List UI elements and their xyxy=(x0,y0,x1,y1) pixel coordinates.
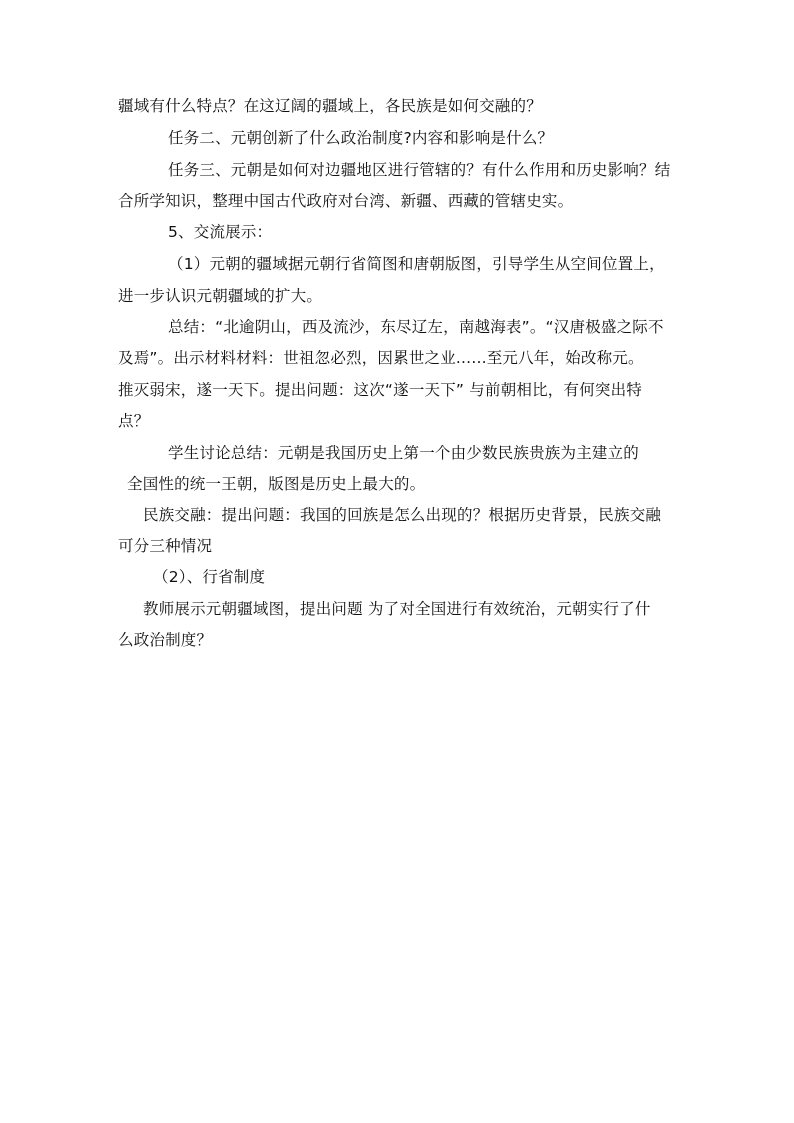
text-line: 进一步认识元朝疆域的扩大。 xyxy=(118,287,323,305)
text-line: 点？ xyxy=(118,412,150,430)
text-line: 推灭弱宋，遂一天下。提出问题：这次“遂一天下” 与前朝相比，有何突出特 xyxy=(118,381,642,399)
text-line: 任务三、元朝是如何对边疆地区进行管辖的？有什么作用和历史影响？结 xyxy=(168,161,671,179)
section-heading: 5、交流展示： xyxy=(168,223,273,241)
text-line: 任务二、元朝创新了什么政治制度?内容和影响是什么？ xyxy=(168,129,554,147)
text-line: 可分三种情况 xyxy=(118,537,213,555)
text-line: 全国性的统一王朝，版图是历史上最大的。 xyxy=(127,475,426,493)
text-line: 及焉”。出示材料材料：世祖忽必烈，因累世之业......至元八年，始改称元。 xyxy=(118,349,644,367)
section-heading: （2）、行省制度 xyxy=(153,568,266,586)
text-line: 总结：“北逾阴山，西及流沙，东尽辽左，南越海表”。“汉唐极盛之际不 xyxy=(168,318,664,336)
text-line: 么政治制度？ xyxy=(118,631,213,649)
text-line: 学生讨论总结：元朝是我国历史上第一个由少数民族贵族为主建立的 xyxy=(168,444,640,462)
text-line: 民族交融：提出问题：我国的回族是怎么出现的？根据历史背景，民族交融 xyxy=(143,506,662,524)
text-line: 教师展示元朝疆域图，提出问题 为了对全国进行有效统治，元朝实行了什 xyxy=(143,600,651,618)
text-line: 合所学知识，整理中国古代政府对台湾、新疆、西藏的管辖史实。 xyxy=(118,192,574,210)
text-line: 疆域有什么特点？在这辽阔的疆域上，各民族是如何交融的？ xyxy=(118,97,542,115)
text-line: （1）元朝的疆域据元朝行省简图和唐朝版图，引导学生从空间位置上， xyxy=(168,255,665,273)
